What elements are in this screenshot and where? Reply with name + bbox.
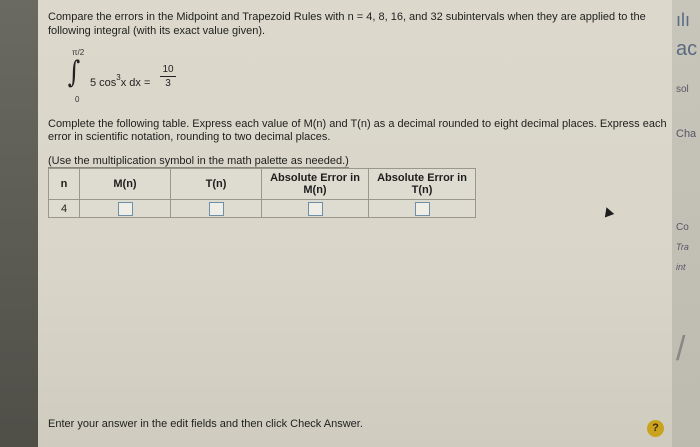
- footer-instruction: Enter your answer in the edit fields and then click Check Answer.: [48, 418, 363, 430]
- side-fragment: Tra: [676, 242, 689, 252]
- fraction-denominator: 3: [165, 78, 171, 89]
- side-fragment: ılı: [676, 10, 691, 30]
- answer-table: [48, 168, 476, 218]
- header-n: n: [49, 169, 80, 200]
- fraction-numerator: 10: [160, 64, 176, 77]
- integral-upper-limit: π/2: [72, 48, 85, 57]
- problem-statement: Compare the errors in the Midpoint and Trapezoid Rules with n = 4, 8, 16, and 32 subintervals when they are applied to the following integral (with its exact value given).: [48, 11, 646, 37]
- side-fragment: int: [676, 262, 686, 272]
- cell-mn: [80, 200, 171, 218]
- instructions: Complete the following table. Express each value of M(n) and T(n) as a decimal rounded to eight decimal places. Express each error in scientific notation, rounding to two decimal places.: [48, 118, 667, 143]
- integral-lower-limit: 0: [75, 95, 80, 104]
- header-tn: T(n): [171, 169, 262, 200]
- tn-input[interactable]: [209, 202, 224, 216]
- integrand: [90, 73, 150, 89]
- side-fragment: Cha: [676, 128, 697, 140]
- error-tn-input[interactable]: [415, 202, 430, 216]
- math-palette-hint: (Use the multiplication symbol in the math palette as needed.): [48, 155, 349, 167]
- integrand-prefix: 5 cos: [90, 77, 117, 89]
- header-error-tn: Absolute Error in T(n): [369, 169, 476, 200]
- integrand-exponent: 3: [116, 73, 121, 82]
- cell-n: 4: [49, 200, 80, 218]
- cell-tn: [171, 200, 262, 218]
- side-fragment: sol: [676, 84, 689, 95]
- exact-value-fraction: [160, 64, 176, 89]
- integral-sign: ∫: [67, 55, 81, 90]
- cell-error-mn: [262, 200, 369, 218]
- background-window: [672, 0, 700, 447]
- mn-input[interactable]: [118, 202, 133, 216]
- table-row: [49, 200, 476, 218]
- cell-error-tn: [369, 200, 476, 218]
- side-fragment: Co: [676, 222, 689, 233]
- table-header-row: [49, 169, 476, 200]
- header-error-mn: Absolute Error in M(n): [262, 169, 369, 200]
- side-fragment: /: [676, 330, 686, 368]
- question-panel: [38, 0, 672, 447]
- integrand-suffix: x dx =: [120, 77, 151, 89]
- header-mn: M(n): [80, 169, 171, 200]
- error-mn-input[interactable]: [308, 202, 323, 216]
- help-button[interactable]: ?: [647, 420, 664, 437]
- side-fragment: ac: [676, 38, 698, 60]
